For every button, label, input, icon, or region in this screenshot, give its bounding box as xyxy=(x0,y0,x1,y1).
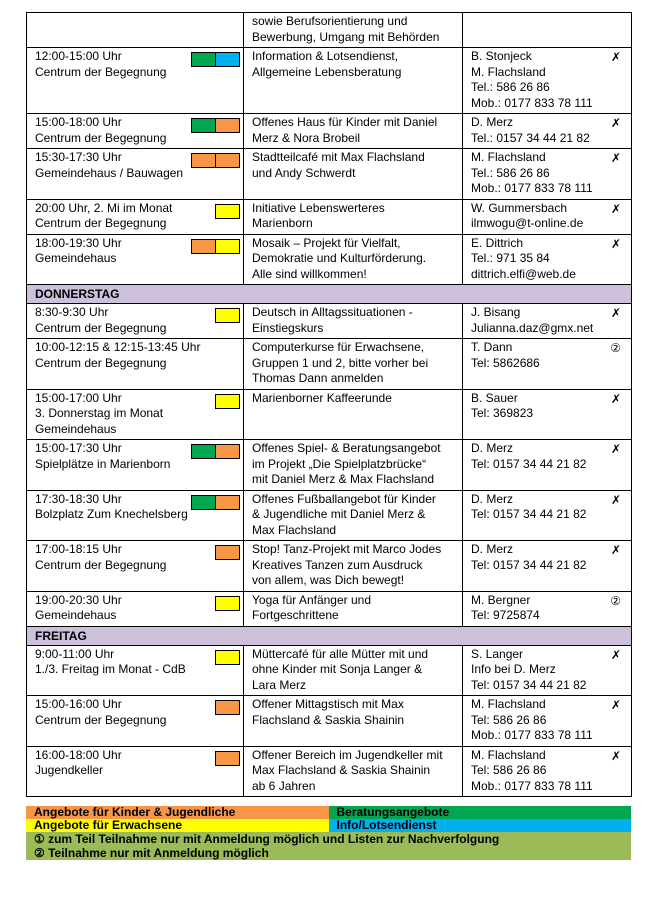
contact-line: T. Dann xyxy=(471,340,513,354)
time-location-cell xyxy=(27,645,244,696)
legend-item: Beratungsangebote xyxy=(329,806,632,819)
offer-line: Thomas Dann anmelden xyxy=(252,371,384,385)
legend-item: Angebote für Erwachsene xyxy=(26,819,329,832)
time-location-line: 9:00-11:00 Uhr xyxy=(35,646,115,661)
category-swatch xyxy=(215,596,240,611)
category-swatches xyxy=(192,52,240,67)
offer-line: Lara Merz xyxy=(252,677,307,692)
time-location-line: 17:30-18:30 Uhr xyxy=(35,491,122,506)
time-location-line: 3. Donnerstag im Monat xyxy=(35,406,164,420)
offer-line: Offenes Haus für Kinder mit Daniel xyxy=(252,115,438,129)
offer-line: Information & Lotsendienst, xyxy=(252,49,399,63)
contact-line: D. Merz xyxy=(471,441,513,455)
contact-cell xyxy=(463,48,632,114)
offer-line: von allem, was Dich bewegt! xyxy=(252,573,405,587)
time-location-line: Gemeindehaus xyxy=(35,421,117,436)
contact-line: Tel.: 586 26 86 xyxy=(471,80,550,94)
offer-cell xyxy=(244,339,463,390)
time-location-cell xyxy=(27,304,244,339)
contact-line: Tel: 369823 xyxy=(471,406,534,420)
category-swatches xyxy=(192,495,240,510)
offer-line: im Projekt „Die Spielplatzbrücke“ xyxy=(252,456,427,471)
contact-line: D. Merz xyxy=(471,491,513,506)
offer-line: ohne Kinder mit Sonja Langer & xyxy=(252,662,423,676)
schedule-row xyxy=(27,149,632,200)
time-location-line: Gemeindehaus / Bauwagen xyxy=(35,165,184,180)
offer-cell xyxy=(244,234,463,285)
time-location-line: Centrum der Begegnung xyxy=(35,712,167,727)
contact-line: Tel: 5862686 xyxy=(471,355,540,370)
offer-cell xyxy=(244,304,463,339)
category-swatches xyxy=(192,444,240,459)
schedule-row xyxy=(27,696,632,747)
contact-cell xyxy=(463,339,632,390)
contact-line: dittrich.elfi@web.de xyxy=(471,266,576,281)
offer-line: Offenes Fußballangebot für Kinder xyxy=(252,491,436,506)
day-header-row xyxy=(27,285,632,304)
contact-line: M. Flachsland xyxy=(471,150,546,164)
contact-line: Tel: 9725874 xyxy=(471,608,540,622)
offer-line: mit Daniel Merz & Max Flachsland xyxy=(252,472,435,486)
registration-partial-icon: ✗ xyxy=(610,151,621,165)
time-location-cell xyxy=(27,541,244,592)
contact-cell xyxy=(463,591,632,626)
registration-partial-icon: ✗ xyxy=(610,698,621,712)
category-swatch xyxy=(215,204,240,219)
time-location-line: 19:00-20:30 Uhr xyxy=(35,592,122,607)
offer-cell xyxy=(244,490,463,541)
time-location-cell xyxy=(27,199,244,234)
time-location-cell xyxy=(27,13,244,48)
legend-note: ② Teilnahme nur mit Anmeldung möglich xyxy=(26,846,631,860)
day-header-row xyxy=(27,626,632,645)
offer-cell xyxy=(244,199,463,234)
category-swatches xyxy=(192,153,240,168)
registration-required-icon: ② xyxy=(610,341,621,355)
contact-line: M. Flachsland xyxy=(471,697,546,711)
category-swatch xyxy=(191,52,216,67)
time-location-line: Gemeindehaus xyxy=(35,251,117,265)
category-swatches xyxy=(216,650,240,665)
legend-note: ① zum Teil Teilnahme nur mit Anmeldung möglich und Listen zur Nachverfolgung xyxy=(26,832,631,846)
time-location-line: 15:30-17:30 Uhr xyxy=(35,150,122,164)
time-location-line: 8:30-9:30 Uhr xyxy=(35,305,109,319)
time-location-cell xyxy=(27,48,244,114)
time-location-line: 15:00-16:00 Uhr xyxy=(35,697,122,711)
contact-line: W. Gummersbach xyxy=(471,200,568,215)
category-swatches xyxy=(216,308,240,323)
category-swatches xyxy=(216,596,240,611)
registration-partial-icon: ✗ xyxy=(610,391,621,406)
time-location-line: 15:00-17:00 Uhr xyxy=(35,390,122,405)
offer-line: Max Flachsland & Saskia Shainin xyxy=(252,763,431,777)
time-location-cell xyxy=(27,490,244,541)
schedule-row xyxy=(27,13,632,48)
category-swatches xyxy=(192,239,240,254)
offer-cell xyxy=(244,48,463,114)
offer-line: Gruppen 1 und 2, bitte vorher bei xyxy=(252,355,429,370)
contact-cell xyxy=(463,13,632,48)
registration-partial-icon: ✗ xyxy=(610,306,621,320)
offer-line: Computerkurse für Erwachsene, xyxy=(252,340,425,354)
contact-line: Info bei D. Merz xyxy=(471,662,556,676)
offer-cell xyxy=(244,114,463,149)
schedule-row xyxy=(27,490,632,541)
category-swatch xyxy=(215,52,240,67)
contact-line: M. Flachsland xyxy=(471,747,546,762)
contact-line: Tel: 0157 34 44 21 82 xyxy=(471,557,587,572)
contact-line: Tel: 586 26 86 xyxy=(471,763,547,777)
time-location-line: Centrum der Begegnung xyxy=(35,64,167,79)
time-location-line: Jugendkeller xyxy=(35,763,104,777)
offer-line: und Andy Schwerdt xyxy=(252,165,356,180)
day-header: FREITAG xyxy=(27,626,632,645)
schedule-row xyxy=(27,746,632,797)
category-swatch xyxy=(215,495,240,510)
category-swatch xyxy=(215,308,240,323)
offer-line: Marienborner Kaffeerunde xyxy=(252,390,392,405)
category-swatch xyxy=(191,444,216,459)
contact-line: Tel: 0157 34 44 21 82 xyxy=(471,456,587,471)
category-swatch xyxy=(215,239,240,254)
offer-line: Flachsland & Saskia Shainin xyxy=(252,712,405,727)
registration-partial-icon: ✗ xyxy=(610,201,621,216)
schedule-row xyxy=(27,199,632,234)
offer-cell xyxy=(244,389,463,440)
legend-item: Angebote für Kinder & Jugendliche xyxy=(26,806,329,819)
time-location-cell xyxy=(27,234,244,285)
time-location-cell xyxy=(27,389,244,440)
offer-line: Deutsch in Alltagssituationen - xyxy=(252,305,413,319)
time-location-line: Centrum der Begegnung xyxy=(35,216,167,230)
legend-row-2 xyxy=(26,819,631,832)
schedule-row xyxy=(27,48,632,114)
legend-item: Info/Lotsendienst xyxy=(329,819,632,832)
contact-cell xyxy=(463,199,632,234)
category-swatch xyxy=(215,394,240,409)
time-location-line: 12:00-15:00 Uhr xyxy=(35,49,122,63)
category-swatch xyxy=(215,751,240,766)
registration-partial-icon: ✗ xyxy=(610,543,621,557)
time-location-line: Centrum der Begegnung xyxy=(35,320,167,335)
schedule-table xyxy=(26,12,632,797)
schedule-row xyxy=(27,541,632,592)
contact-line: B. Stonjeck xyxy=(471,49,532,63)
time-location-cell xyxy=(27,696,244,747)
time-location-line: 17:00-18:15 Uhr xyxy=(35,542,122,556)
time-location-line: 10:00-12:15 & 12:15-13:45 Uhr xyxy=(35,340,201,354)
offer-line: sowie Berufsorientierung und xyxy=(252,14,408,28)
contact-cell xyxy=(463,490,632,541)
offer-line: Mosaik – Projekt für Vielfalt, xyxy=(252,235,401,250)
offer-line: Stop! Tanz-Projekt mit Marco Jodes xyxy=(252,542,442,556)
time-location-line: Centrum der Begegnung xyxy=(35,557,167,572)
category-swatches xyxy=(216,545,240,560)
registration-partial-icon: ✗ xyxy=(610,442,621,456)
contact-cell xyxy=(463,440,632,491)
offer-line: Yoga für Anfänger und xyxy=(252,592,371,607)
contact-line: Tel: 586 26 86 xyxy=(471,712,547,727)
category-swatches xyxy=(216,394,240,409)
offer-line: Marienborn xyxy=(252,216,313,230)
schedule-row xyxy=(27,440,632,491)
contact-line: Tel: 0157 34 44 21 82 xyxy=(471,507,587,521)
offer-line: Fortgeschrittene xyxy=(252,608,339,622)
schedule-row xyxy=(27,234,632,285)
contact-line: Mob.: 0177 833 78 111 xyxy=(471,181,593,195)
registration-partial-icon: ✗ xyxy=(610,492,621,507)
offer-line: Demokratie und Kulturförderung. xyxy=(252,251,427,265)
offer-line: Einstiegskurs xyxy=(252,320,324,335)
time-location-line: 15:00-18:00 Uhr xyxy=(35,115,122,129)
category-swatch xyxy=(215,153,240,168)
contact-line: Mob.: 0177 833 78 111 xyxy=(471,778,593,793)
time-location-line: Spielplätze in Marienborn xyxy=(35,456,171,471)
category-swatch xyxy=(215,545,240,560)
schedule-row xyxy=(27,645,632,696)
category-swatch xyxy=(215,700,240,715)
offer-cell xyxy=(244,591,463,626)
contact-cell xyxy=(463,389,632,440)
schedule-row xyxy=(27,339,632,390)
time-location-line: Centrum der Begegnung xyxy=(35,130,167,145)
offer-cell xyxy=(244,13,463,48)
offer-line: Alle sind willkommen! xyxy=(252,266,367,281)
registration-partial-icon: ✗ xyxy=(610,748,621,763)
offer-line: Merz & Nora Brobeil xyxy=(252,130,361,145)
offer-line: Offener Bereich im Jugendkeller mit xyxy=(252,747,443,762)
time-location-line: Centrum der Begegnung xyxy=(35,355,167,370)
category-swatches xyxy=(192,118,240,133)
offer-cell xyxy=(244,149,463,200)
offer-cell xyxy=(244,746,463,797)
category-swatch xyxy=(215,118,240,133)
contact-line: Tel.: 586 26 86 xyxy=(471,165,550,180)
offer-line: Kreatives Tanzen zum Ausdruck xyxy=(252,557,423,572)
time-location-cell xyxy=(27,440,244,491)
offer-line: Offener Mittagstisch mit Max xyxy=(252,697,404,711)
contact-line: E. Dittrich xyxy=(471,235,524,250)
schedule-row xyxy=(27,389,632,440)
contact-cell xyxy=(463,746,632,797)
registration-required-icon: ② xyxy=(610,593,621,608)
time-location-cell xyxy=(27,339,244,390)
time-location-cell xyxy=(27,114,244,149)
time-location-line: 16:00-18:00 Uhr xyxy=(35,747,122,762)
schedule-page xyxy=(26,12,631,860)
time-location-line: 20:00 Uhr, 2. Mi im Monat xyxy=(35,200,173,215)
registration-partial-icon: ✗ xyxy=(610,236,621,251)
offer-cell xyxy=(244,541,463,592)
offer-line: ab 6 Jahren xyxy=(252,778,316,793)
offer-line: Max Flachsland xyxy=(252,522,337,537)
category-swatch xyxy=(215,444,240,459)
category-swatch xyxy=(215,650,240,665)
legend xyxy=(26,806,631,860)
offer-line: Müttercafé für alle Mütter mit und xyxy=(252,646,429,661)
time-location-cell xyxy=(27,591,244,626)
category-swatch xyxy=(191,495,216,510)
offer-line: Stadtteilcafé mit Max Flachsland xyxy=(252,150,425,164)
schedule-row xyxy=(27,114,632,149)
day-header: DONNERSTAG xyxy=(27,285,632,304)
contact-cell xyxy=(463,696,632,747)
contact-line: M. Flachsland xyxy=(471,64,546,79)
time-location-cell xyxy=(27,746,244,797)
time-location-cell xyxy=(27,149,244,200)
time-location-line: 18:00-19:30 Uhr xyxy=(35,235,122,250)
offer-cell xyxy=(244,696,463,747)
contact-line: Tel.: 0157 34 44 21 82 xyxy=(471,130,590,145)
category-swatches xyxy=(216,700,240,715)
offer-line: Allgemeine Lebensberatung xyxy=(252,64,402,79)
contact-line: Tel.: 971 35 84 xyxy=(471,251,550,265)
contact-line: Julianna.daz@gmx.net xyxy=(471,320,594,335)
contact-cell xyxy=(463,645,632,696)
offer-line: Offenes Spiel- & Beratungsangebot xyxy=(252,441,441,455)
offer-line: & Jugendliche mit Daniel Merz & xyxy=(252,507,426,521)
category-swatch xyxy=(191,118,216,133)
registration-partial-icon: ✗ xyxy=(610,647,621,662)
contact-line: S. Langer xyxy=(471,646,524,661)
contact-line: Tel: 0157 34 44 21 82 xyxy=(471,677,587,692)
offer-cell xyxy=(244,440,463,491)
contact-line: D. Merz xyxy=(471,542,513,556)
offer-line: Bewerbung, Umgang mit Behörden xyxy=(252,29,440,44)
time-location-line: Bolzplatz Zum Knechelsberg xyxy=(35,507,188,521)
contact-cell xyxy=(463,234,632,285)
contact-cell xyxy=(463,304,632,339)
contact-cell xyxy=(463,541,632,592)
schedule-row xyxy=(27,304,632,339)
time-location-line: Gemeindehaus xyxy=(35,608,117,622)
category-swatches xyxy=(216,751,240,766)
category-swatches xyxy=(216,204,240,219)
contact-line: M. Bergner xyxy=(471,592,531,607)
offer-cell xyxy=(244,645,463,696)
time-location-line: 15:00-17:30 Uhr xyxy=(35,441,122,455)
contact-line: J. Bisang xyxy=(471,305,521,319)
registration-partial-icon: ✗ xyxy=(610,116,621,130)
offer-line: Initiative Lebenswerteres xyxy=(252,200,385,215)
contact-cell xyxy=(463,149,632,200)
schedule-row xyxy=(27,591,632,626)
time-location-line: 1./3. Freitag im Monat - CdB xyxy=(35,662,186,676)
contact-line: Mob.: 0177 833 78 111 xyxy=(471,95,593,110)
contact-line: ilmwogu@t-online.de xyxy=(471,216,584,230)
category-swatch xyxy=(191,153,216,168)
registration-partial-icon: ✗ xyxy=(610,50,621,64)
category-swatch xyxy=(191,239,216,254)
contact-cell xyxy=(463,114,632,149)
contact-line: B. Sauer xyxy=(471,390,518,405)
contact-line: D. Merz xyxy=(471,115,513,129)
contact-line: Mob.: 0177 833 78 111 xyxy=(471,728,593,742)
